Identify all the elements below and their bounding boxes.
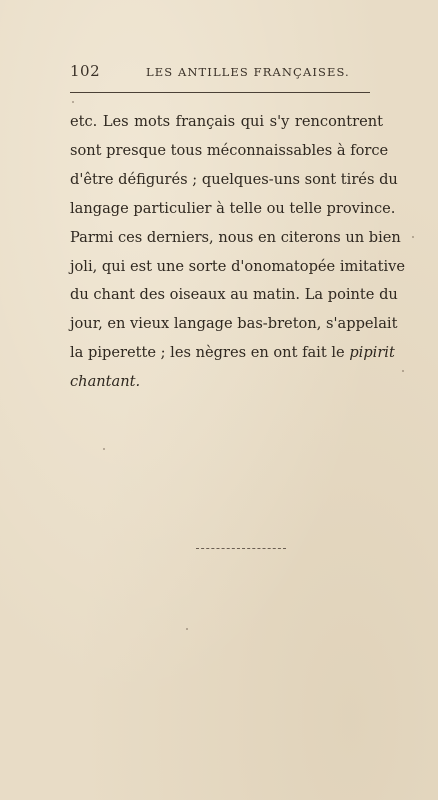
- paper-speck: [103, 448, 105, 450]
- text-line: jour, en vieux langage bas-breton, s'appelait: [70, 315, 398, 333]
- text-line: langage particulier à telle ou telle province.: [70, 199, 396, 217]
- text-line-with-italic: [70, 339, 395, 368]
- text-line: etc. Les mots français qui s'y rencontrent: [70, 113, 383, 130]
- running-head: [70, 62, 370, 84]
- text-line: du chant des oiseaux au matin. La pointe du: [70, 286, 398, 304]
- text-line-last: chantant.: [70, 373, 141, 391]
- text-line: sont presque tous méconnaissables à force: [70, 141, 389, 159]
- text-segment: la piperette ; les nègres en ont fait le: [70, 344, 350, 362]
- text-line: Parmi ces derniers, nous en citerons un bien: [70, 228, 401, 246]
- paper-speck: [72, 101, 74, 103]
- paper-speck: [412, 236, 414, 238]
- text-line: joli, qui est une sorte d'onomatopée imitative: [70, 257, 405, 275]
- paper-speck: [186, 628, 188, 630]
- section-end-rule: [196, 548, 286, 549]
- body-paragraph: [70, 108, 405, 397]
- paper-speck: [402, 370, 404, 372]
- running-title: LES ANTILLES FRANÇAISES.: [146, 65, 350, 79]
- header-rule: [70, 92, 370, 93]
- text-line: d'être défigurés ; quelques-uns sont tirés du: [70, 170, 398, 188]
- page-number: 102: [70, 62, 101, 80]
- italic-word: pipirit: [349, 344, 395, 362]
